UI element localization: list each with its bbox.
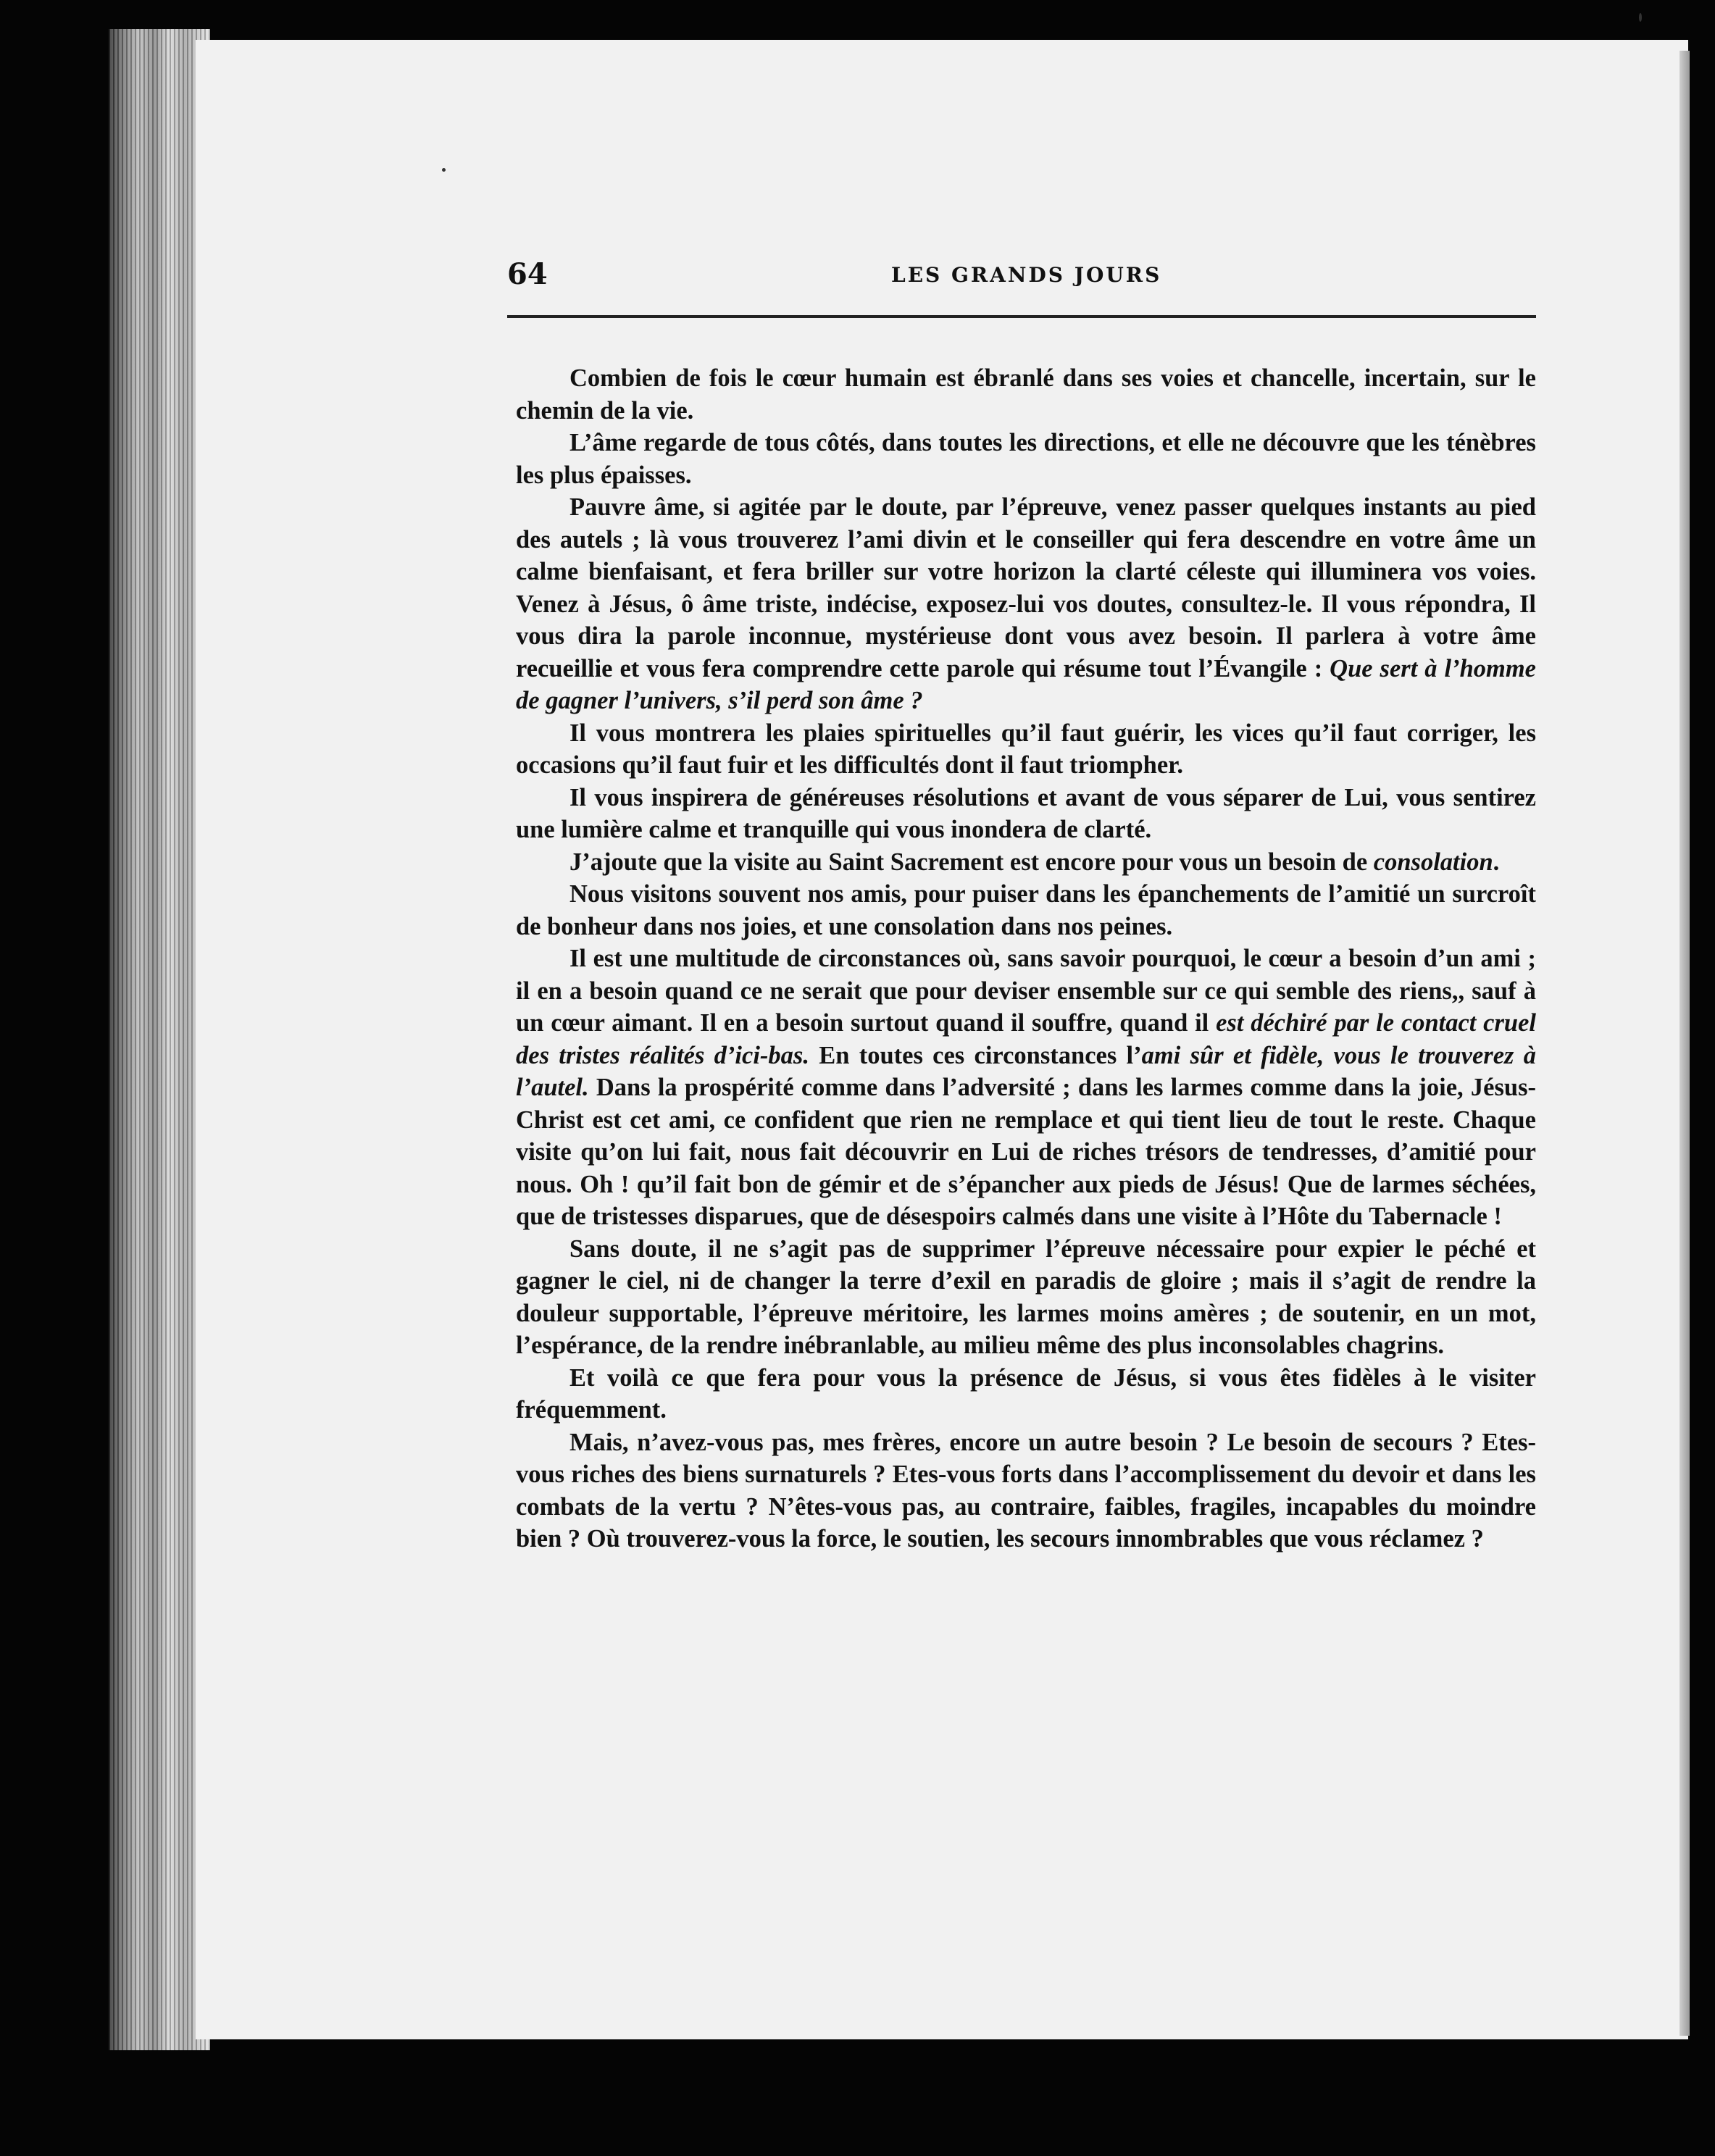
paragraph [516, 943, 1536, 1233]
paragraph [516, 427, 1536, 491]
text-run: Combien de fois le cœur humain est ébranlé dans ses voies et chancelle, incertain, sur le chemin de la vie. [516, 364, 1536, 425]
page-header [507, 257, 1536, 301]
text-run: Dans la prospérité comme dans l’adversité ; dans les larmes comme dans la joie, Jésus-Christ est cet ami, ce confident que rien ne remplace et qui tient lieu de tout le reste. Chaque visite qu’on lui fait, nous fait découvrir en Lui de riches trésors de tendresses, d’amitié pour nous. Oh ! qu’il fait bon de gémir et de s’épancher aux pieds de Jésus! Que de larmes séchées, que de tristesses disparues, que de désespoirs calmés dans une visite à l’Hôte du Tabernacle ! [516, 1074, 1536, 1230]
italic-run: est déchiré par le contact cruel des tristes réalités d’ici-bas. [516, 1009, 1536, 1069]
body-text [516, 362, 1536, 1555]
running-title: LES GRANDS JOURS [891, 263, 1162, 287]
text-run: J’ajoute que la visite au Saint Sacrement est encore pour vous un besoin de [569, 848, 1374, 876]
paragraph [516, 1426, 1536, 1555]
paragraph [516, 1233, 1536, 1362]
text-run: Il vous inspirera de généreuses résolutions et avant de vous séparer de Lui, vous sentirez une lumière calme et tranquille qui vous inondera de clarté. [516, 783, 1536, 843]
text-run: En toutes ces circonstances l’ [809, 1041, 1142, 1069]
header-rule [507, 315, 1536, 318]
page-edge [1679, 51, 1690, 2036]
paragraph [516, 717, 1536, 782]
paragraph [516, 1362, 1536, 1426]
text-run: Pauvre âme, si agitée par le doute, par l’épreuve, venez passer quelques instants au pied des autels ; là vous trouverez l’ami divin et le conseiller qui fera descendre en votre âme un calme bienfaisant, et fera briller sur votre horizon la clarté céleste qui illuminera vos voies. Venez à Jésus, ô âme triste, indécise, exposez-lui vos doutes, consultez-le. Il vous répondra, Il vous dira la parole inconnue, mystérieuse dont vous avez besoin. Il parlera à votre âme recueillie et vous fera comprendre cette parole qui résume tout l’Évangile : [516, 493, 1536, 682]
text-run: L’âme regarde de tous côtés, dans toutes les directions, et elle ne découvre que les ténèbres les plus épaisses. [516, 429, 1536, 489]
text-run: Sans doute, il ne s’agit pas de supprimer l’épreuve nécessaire pour expier le péché et gagner le ciel, ni de changer la terre d’exil en paradis de gloire ; mais il s’agit de rendre la douleur supportable, l’épreuve méritoire, les larmes moins amères ; de soutenir, en un mot, l’espérance, de la rendre inébranlable, au milieu même des plus inconsolables chagrins. [516, 1234, 1536, 1359]
paragraph [516, 362, 1536, 427]
scan-speck [442, 168, 446, 172]
book-binding [109, 29, 210, 2050]
text-run: Il vous montrera les plaies spirituelles qu’il faut guérir, les vices qu’il faut corriger, les occasions qu’il faut fuir et les difficultés dont il faut triompher. [516, 719, 1536, 779]
text-run: Mais, n’avez-vous pas, mes frères, encore un autre besoin ? Le besoin de secours ? Etes-vous riches des biens surnaturels ? Etes-vous forts dans l’accomplissement du devoir et dans les combats de la vertu ? N’êtes-vous pas, au contraire, faibles, fragiles, incapables du moindre bien ? Où trouverez-vous la force, le soutien, les secours innombrables que vous réclamez ? [516, 1428, 1536, 1553]
scan-speck [1639, 13, 1642, 22]
text-run: Et voilà ce que fera pour vous la présence de Jésus, si vous êtes fidèles à le visiter fréquemment. [516, 1363, 1536, 1424]
paragraph [516, 782, 1536, 846]
italic-run: consolation [1373, 848, 1493, 876]
page-number: 64 [507, 257, 548, 291]
paragraph [516, 491, 1536, 717]
paragraph [516, 878, 1536, 943]
italic-run: ami sûr et fidèle, vous le trouverez à l’autel. [516, 1041, 1536, 1101]
text-run: Il est une multitude de circonstances où, sans savoir pourquoi, le cœur a besoin d’un ami ; il en a besoin quand ce ne serait que pour deviser ensemble sur ce qui semble des riens,, sauf à un cœur aimant. Il en a besoin surtout quand il souffre, quand il [516, 945, 1536, 1037]
italic-run: Que sert à l’homme de gagner l’univers, s’il perd son âme ? [516, 654, 1536, 714]
text-run: Nous visitons souvent nos amis, pour puiser dans les épanchements de l’amitié un surcroît de bonheur dans nos joies, et une consolation dans nos peines. [516, 880, 1536, 940]
text-run: . [1493, 848, 1500, 876]
paragraph [516, 846, 1536, 879]
